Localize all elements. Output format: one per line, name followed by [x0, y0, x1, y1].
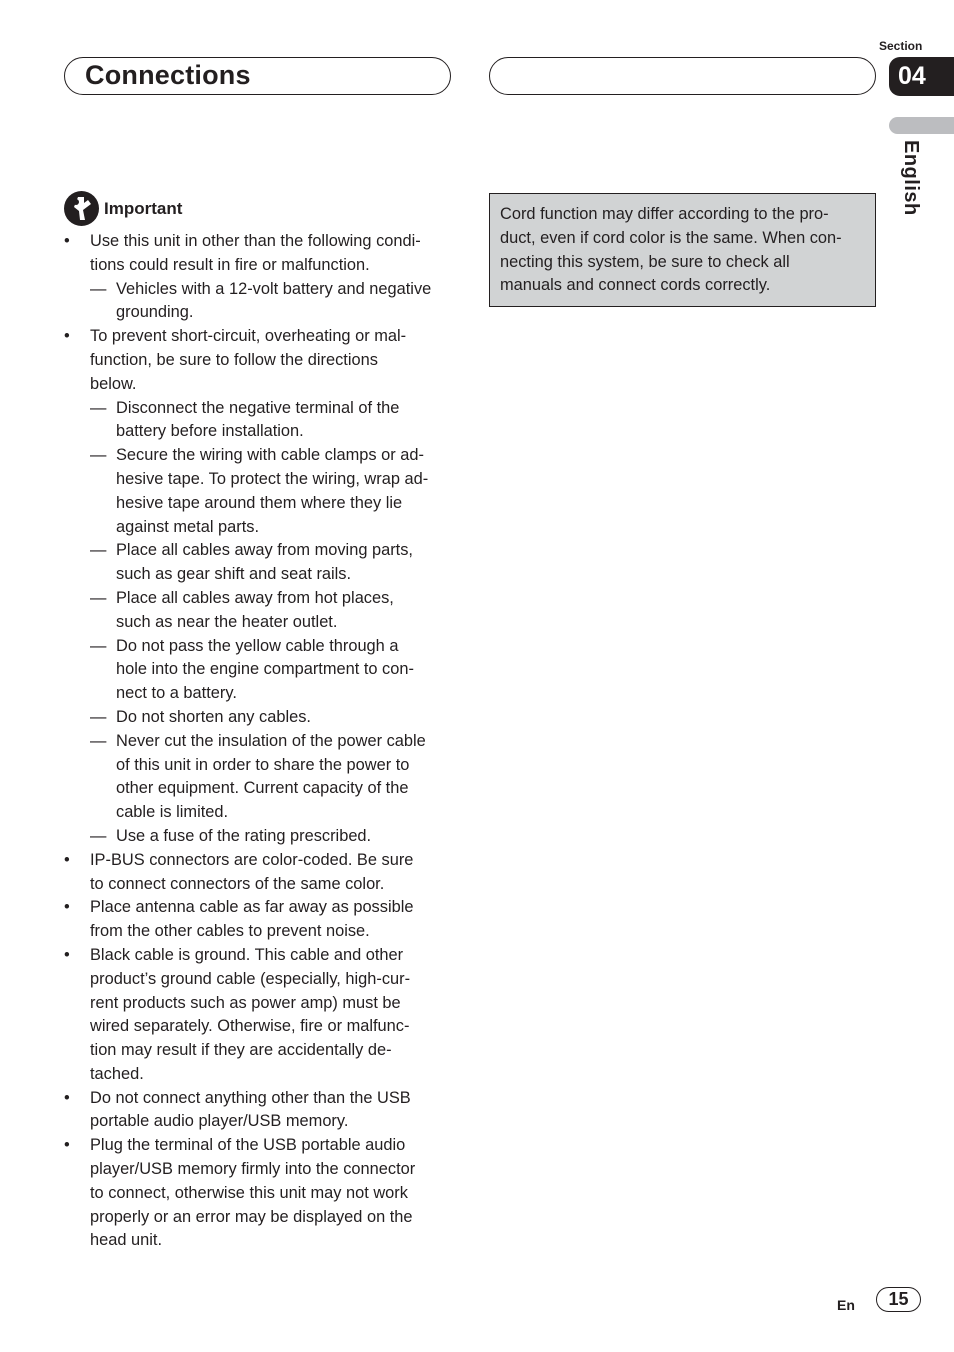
- dash-marker: —: [90, 636, 107, 655]
- bullet-marker: •: [64, 1088, 70, 1107]
- page-title: Connections: [85, 60, 251, 90]
- list-item-text: Do not connect anything other than the USB portable audio player/USB memory.: [90, 1088, 411, 1131]
- list-subitem: [64, 825, 456, 849]
- list-subitem: [64, 706, 456, 730]
- dash-marker: —: [90, 731, 107, 750]
- note-text: Cord function may differ according to the pro- duct, even if cord color is the same. When con- necting this system, be sure to check all manuals and connect cords correctly.: [500, 205, 842, 295]
- dash-marker: —: [90, 826, 107, 845]
- list-subitem-text: Do not pass the yellow cable through a hole into the engine compartment to con- nect to a battery.: [116, 636, 414, 703]
- important-heading: [64, 191, 264, 227]
- list-subitem: [64, 539, 456, 587]
- dash-marker: —: [90, 279, 107, 298]
- important-label: Important: [104, 199, 183, 218]
- bullet-marker: •: [64, 850, 70, 869]
- title-frame: [64, 57, 451, 95]
- important-list: [64, 230, 456, 1253]
- list-item-text: Use this unit in other than the following condi- tions could result in fire or malfunction.: [90, 232, 421, 274]
- list-subitem-text: Vehicles with a 12-volt battery and negative grounding.: [116, 279, 432, 322]
- dash-marker: —: [90, 541, 107, 560]
- dash-marker: —: [90, 707, 107, 726]
- page-number: 15: [876, 1287, 921, 1312]
- bullet-marker: •: [64, 898, 70, 917]
- list-item: [64, 325, 456, 396]
- list-subitem-text: Never cut the insulation of the power cable of this unit in order to share the power to other equipment. Current capacity of the cable is limited.: [116, 731, 426, 822]
- list-subitem-text: Disconnect the negative terminal of the battery before installation.: [116, 398, 400, 441]
- bullet-marker: •: [64, 945, 70, 964]
- bullet-marker: •: [64, 1136, 70, 1155]
- section-number-tab: 04: [889, 57, 954, 96]
- list-item-text: To prevent short-circuit, overheating or mal- function, be sure to follow the directions below.: [90, 327, 407, 393]
- list-subitem-text: Place all cables away from hot places, such as near the heater outlet.: [116, 588, 394, 631]
- dash-marker: —: [90, 398, 107, 417]
- list-item-text: Plug the terminal of the USB portable audio player/USB memory firmly into the connector to connect, otherwise this unit may not work properly or an error may be displayed on the head unit.: [90, 1136, 416, 1250]
- list-item: [64, 944, 456, 1087]
- bullet-marker: •: [64, 232, 70, 250]
- list-item: [64, 1134, 456, 1253]
- list-subitem: [64, 444, 456, 539]
- dash-marker: —: [90, 446, 107, 465]
- list-subitem: [64, 397, 456, 445]
- header-frame-right: [489, 57, 876, 95]
- language-tab: [889, 117, 954, 134]
- list-subitem: [64, 730, 456, 825]
- wrench-icon: [64, 191, 99, 226]
- list-item: [64, 1087, 456, 1135]
- dash-marker: —: [90, 588, 107, 607]
- list-subitem: [64, 587, 456, 635]
- language-label: English: [900, 140, 922, 216]
- note-box: [489, 193, 876, 307]
- section-label: Section: [879, 39, 923, 53]
- list-subitem: [64, 635, 456, 706]
- list-subitem-text: Use a fuse of the rating prescribed.: [116, 826, 372, 845]
- list-subitem-text: Do not shorten any cables.: [116, 707, 311, 726]
- list-subitem: [64, 278, 456, 326]
- bullet-marker: •: [64, 327, 70, 346]
- list-item-text: Black cable is ground. This cable and other product’s ground cable (especially, high-cur- rent products such as power amp) must be wired separately. Otherwise, fire or malfunc- tion may result if they are accidentally de- tached.: [90, 945, 411, 1083]
- list-item: [64, 849, 456, 897]
- list-item-text: IP-BUS connectors are color-coded. Be sure to connect connectors of the same color.: [90, 850, 414, 893]
- list-item-text: Place antenna cable as far away as possible from the other cables to prevent noise.: [90, 898, 414, 941]
- footer-language-code: En: [837, 1297, 855, 1313]
- list-subitem-text: Secure the wiring with cable clamps or ad- hesive tape. To protect the wiring, wrap ad- hesive tape around them where they lie against metal parts.: [116, 446, 429, 536]
- list-item: [64, 896, 456, 944]
- list-item: [64, 230, 456, 278]
- list-subitem-text: Place all cables away from moving parts, such as gear shift and seat rails.: [116, 541, 413, 584]
